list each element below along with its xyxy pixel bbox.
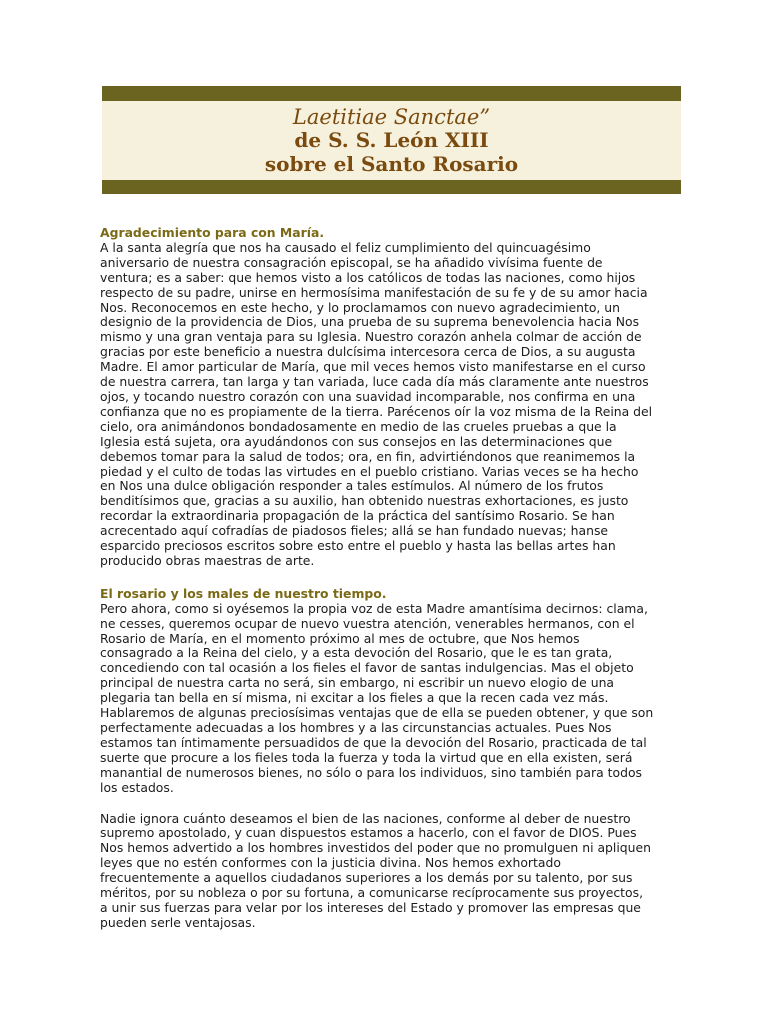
title-line-subject: sobre el Santo Rosario [264, 151, 519, 176]
section-paragraph-nations: Nadie ignora cuánto deseamos el bien de las naciones, conforme al deber de nuestro supremo apostolado, y cuan dispuestos estamos a hacerlo, con el favor de DIOS. Pues Nos hemos advertido a los hombres investidos del poder que no promulguen ni apliquen leyes que no estén conformes con la justicia divina. Nos hemos exhortado frecuentemente a aquellos ciudadanos superiores a los demás por su talento, por sus méritos, por su nobleza o por su fortuna, a comunicarse recíprocamente sus proyectos, a unir sus fuerzas para velar por los intereses del Estado y promover las empresas que pueden serle ventajosas. [100, 810, 651, 930]
title-line-pope: de S. S. León XIII [294, 128, 489, 153]
title-line-encyclical: Laetitiae Sanctae” [292, 104, 491, 129]
document-body [100, 226, 690, 931]
title-box [102, 101, 681, 180]
section-heading-rosary: El rosario y los males de nuestro tiempo. [100, 585, 387, 601]
section-paragraph-gratitude: A la santa alegría que nos ha causado el feliz cumplimiento del quincuagésimo aniversario de nuestra consagración episcopal, se ha añadido vivísima fuente de ventura; es a saber: que hemos visto a los católicos de todas las naciones, como hijos respecto de su padre, unirse en hermosísima manifestación de su fe y de su amor hacia Nos. Reconocemos en este hecho, y lo proclamamos con nuevo agradecimiento, un designio de la providencia de Dios, una prueba de su suprema benevolencia hacia Nos mismo y una gran ventaja para su Iglesia. Nuestro corazón anhela colmar de acción de gracias por este beneficio a nuestra dulcísima intercesora cerca de Dios, a su augusta Madre. El amor particular de María, que mil veces hemos visto manifestarse en el curso de nuestra carrera, tan larga y tan variada, luce cada día más claramente ante nuestros ojos, y tocando nuestro corazón con una suavidad incomparable, nos confirma en una confianza que no es propiamente de la tierra. Parécenos oír la voz misma de la Reina del cielo, ora animándonos bondadosamente en medio de las crueles pruebas a que la Iglesia está sujeta, ora ayudándonos con sus consejos en las determinaciones que debemos tomar para la salud de todos; ora, en fin, advirtiéndonos que reanimemos la piedad y el culto de todas las virtudes en el pueblo cristiano. Varias veces se ha hecho en Nos una dulce obligación responder a tales estímulos. Al número de los frutos benditísimos que, gracias a su auxilio, han obtenido nuestras exhortaciones, es justo recordar la extraordinaria propagación de la práctica del santísimo Rosario. Se han acrecentado aquí cofradías de piadosos fieles; allá se han fundado nuevas; hanse esparcido preciosos escritos sobre esto entre el pueblo y hasta las bellas artes han producido obras maestras de arte. [100, 239, 653, 568]
section-paragraph-rosary: Pero ahora, como si oyésemos la propia voz de esta Madre amantísima decirnos: clama, ne cesses, queremos ocupar de nuevo vuestra atención, venerables hermanos, con el Rosario de María, en el momento próximo al mes de octubre, que Nos hemos consagrado a la Reina del cielo, y a esta devoción del Rosario, que le es tan grata, concediendo con tal ocasión a los fieles el favor de santas indulgencias. Mas el objeto principal de nuestra carta no será, sin embargo, ni escribir un nuevo elogio de una plegaria tan bella en sí misma, ni excitar a los fieles a que la recen cada vez más. Hablaremos de algunas preciosísimas ventajas que de ella se pueden obtener, y que son perfectamente adecuadas a los hombres y a las circunstancias actuales. Pues Nos estamos tan íntimamente persuadidos de que la devoción del Rosario, practicada de tal suerte que procure a los fieles toda la fuerza y toda la virtud que en ella existen, será manantial de numerosos bienes, no sólo o para los individuos, sino también para todos los estados. [100, 600, 654, 795]
title-banner [102, 86, 681, 194]
section-heading-gratitude: Agradecimiento para con María. [100, 225, 325, 240]
